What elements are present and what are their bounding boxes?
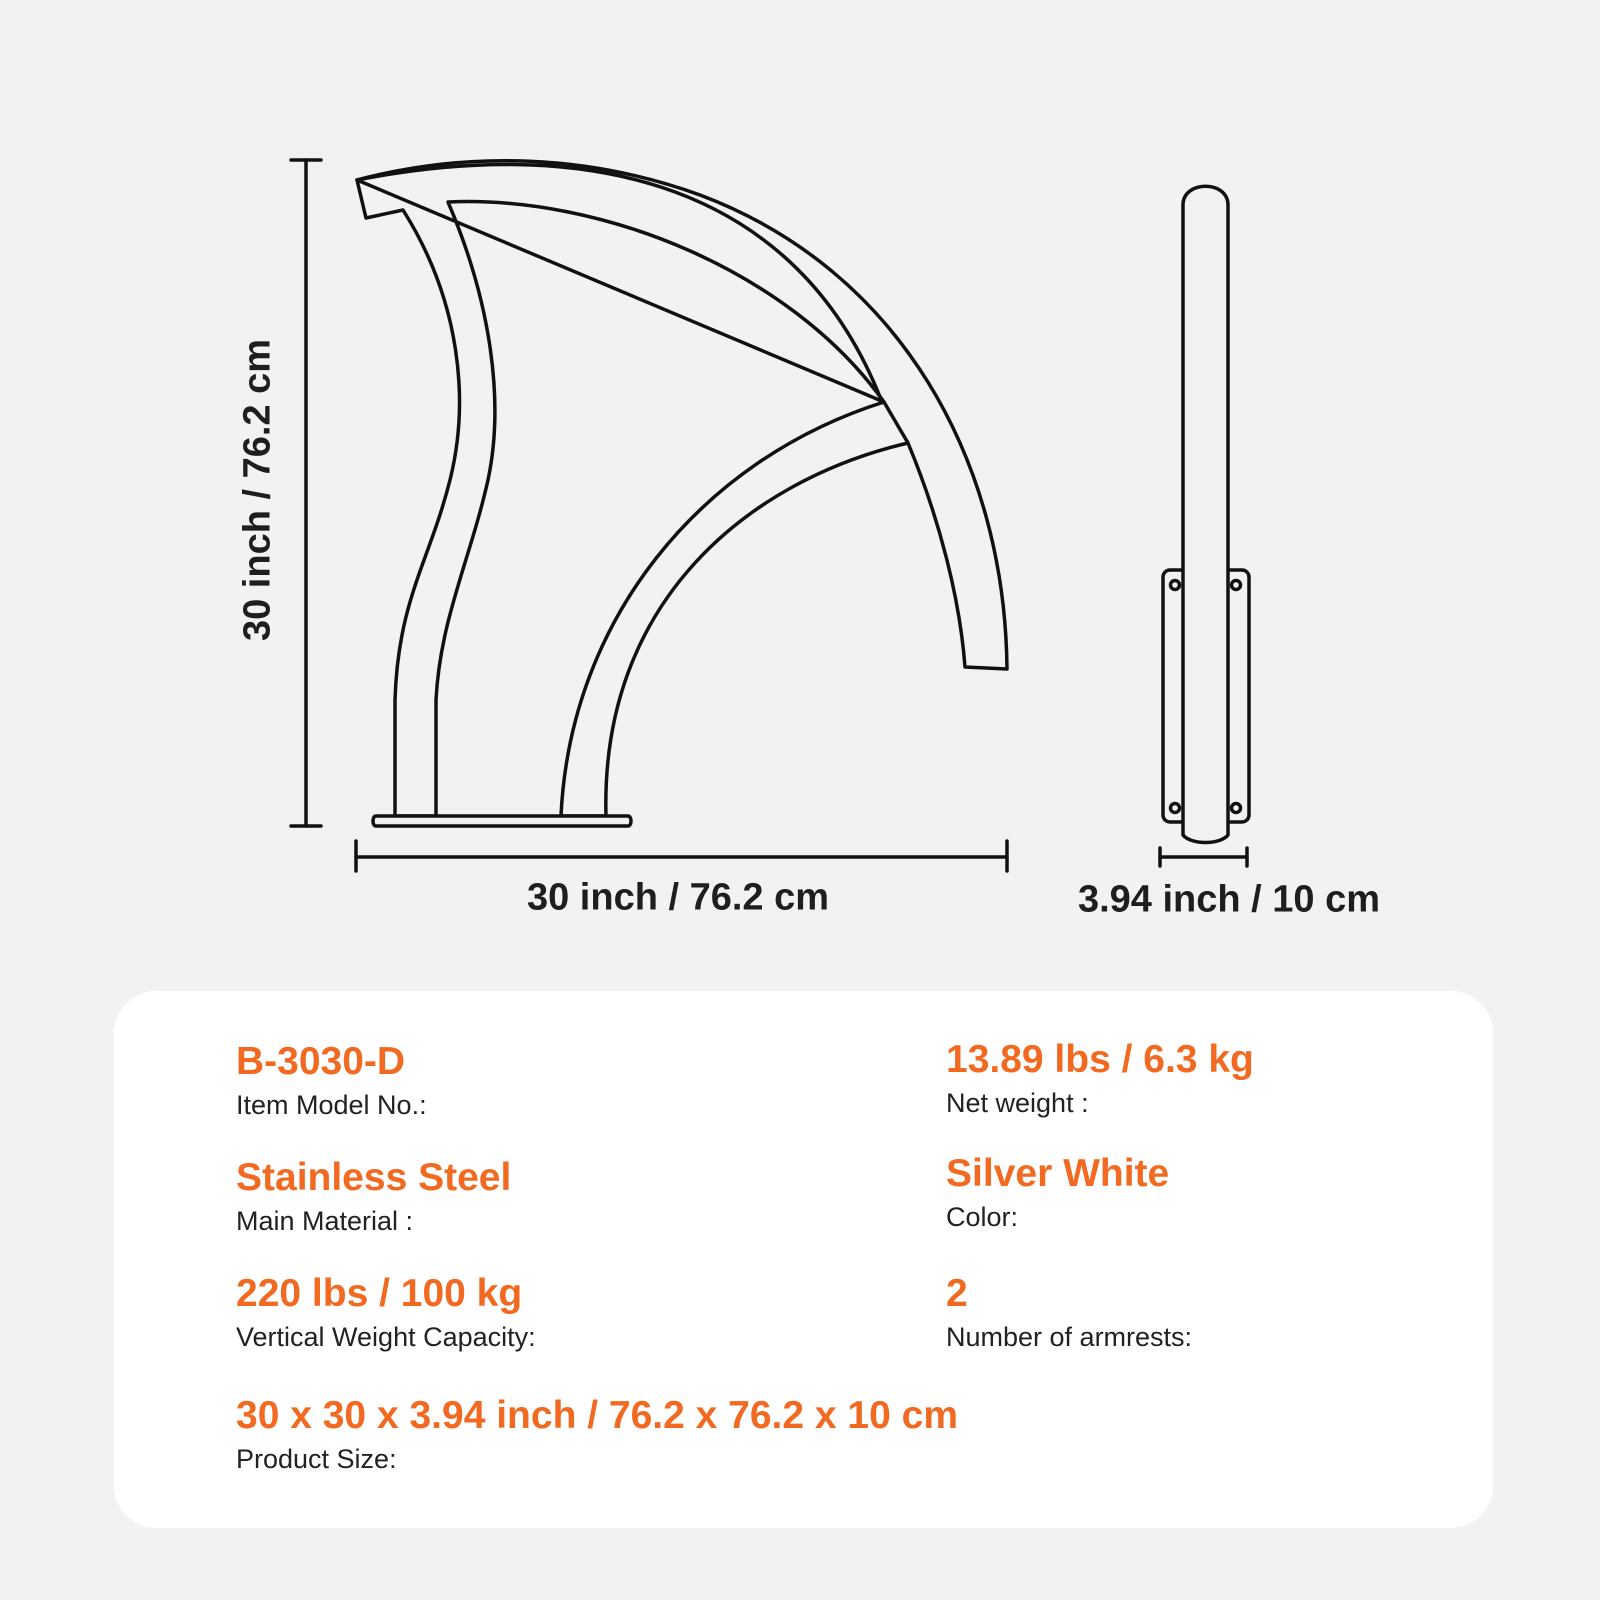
spec-model	[236, 1041, 427, 1121]
spec-label: Item Model No.:	[236, 1089, 427, 1120]
spec-label: Color:	[946, 1201, 1019, 1232]
spec-material	[236, 1157, 511, 1237]
depth-dimension-label: 3.94 inch / 10 cm	[1077, 878, 1381, 921]
spec-label: Number of armrests:	[946, 1321, 1193, 1352]
spec-value: Stainless Steel	[236, 1156, 512, 1199]
height-dimension-line	[291, 160, 321, 826]
handrail-front-view	[357, 161, 1007, 826]
spec-value: 220 lbs / 100 kg	[236, 1272, 523, 1315]
spec-capacity	[236, 1273, 536, 1353]
spec-value: B-3030-D	[236, 1040, 406, 1083]
spec-armrests	[946, 1273, 1192, 1353]
spec-label: Product Size:	[236, 1443, 397, 1474]
depth-dimension-line	[1160, 848, 1247, 866]
spec-label: Net weight :	[946, 1087, 1089, 1118]
width-dimension-label: 30 inch / 76.2 cm	[526, 876, 830, 919]
height-dimension-label: 30 inch / 76.2 cm	[236, 338, 279, 642]
spec-card	[114, 991, 1493, 1528]
spec-label: Vertical Weight Capacity:	[236, 1321, 536, 1352]
spec-size	[236, 1395, 958, 1475]
spec-value: 30 x 30 x 3.94 inch / 76.2 x 76.2 x 10 cm	[236, 1394, 959, 1437]
spec-value: 13.89 lbs / 6.3 kg	[946, 1038, 1254, 1081]
spec-label: Main Material :	[236, 1205, 414, 1236]
spec-value: 2	[946, 1272, 968, 1315]
spec-value: Silver White	[946, 1152, 1170, 1195]
width-dimension-line	[356, 841, 1007, 871]
spec-color	[946, 1153, 1169, 1233]
handrail-side-view	[1163, 186, 1249, 842]
spec-net-weight	[946, 1039, 1254, 1119]
